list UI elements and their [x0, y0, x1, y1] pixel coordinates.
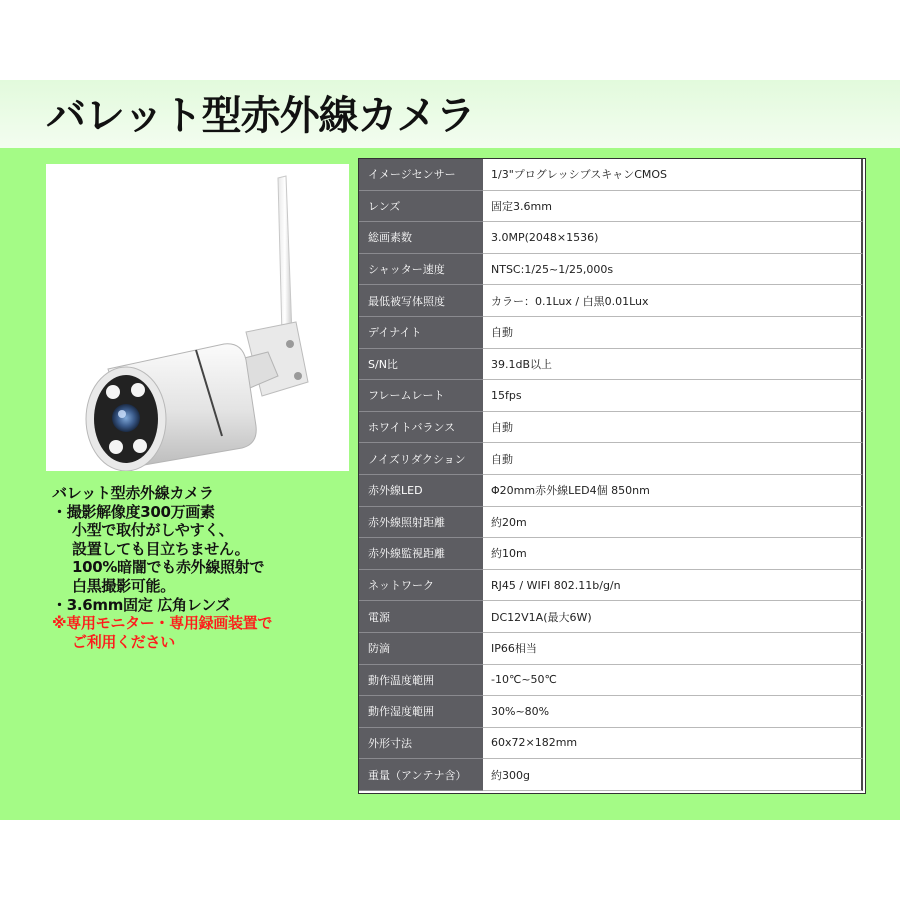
warning-text: ご利用ください — [72, 632, 175, 651]
spec-label: シャッター速度 — [359, 254, 483, 286]
spec-value: 固定3.6mm — [483, 191, 863, 223]
spec-label: 防滴 — [359, 633, 483, 665]
spec-value: 30%~80% — [483, 696, 863, 728]
product-photo — [46, 164, 349, 471]
spec-label: 赤外線照射距離 — [359, 507, 483, 539]
spec-row — [359, 507, 865, 539]
spec-row — [359, 412, 865, 444]
spec-value: DC12V1A(最大6W) — [483, 601, 863, 633]
spec-row — [359, 191, 865, 223]
spec-row — [359, 443, 865, 475]
spec-row — [359, 665, 865, 697]
spec-row — [359, 475, 865, 507]
spec-value: 自動 — [483, 412, 863, 444]
description-line: ・3.6mm固定 広角レンズ — [52, 595, 231, 614]
spec-value: 約10m — [483, 538, 863, 570]
spec-value: NTSC:1/25~1/25,000s — [483, 254, 863, 286]
spec-label: イメージセンサー — [359, 159, 483, 191]
warning-text: ※専用モニター・専用録画装置で — [52, 614, 273, 633]
spec-label: 動作温度範囲 — [359, 665, 483, 697]
spec-value: 39.1dB以上 — [483, 349, 863, 381]
spec-row — [359, 254, 865, 286]
spec-value: Φ20mm赤外線LED4個 850nm — [483, 475, 863, 507]
spec-label: 総画素数 — [359, 222, 483, 254]
spec-row — [359, 601, 865, 633]
description-heading: バレット型赤外線カメラ — [52, 484, 214, 502]
spec-label: レンズ — [359, 191, 483, 223]
spec-row — [359, 633, 865, 665]
spec-value: -10℃~50℃ — [483, 665, 863, 697]
spec-value: IP66相当 — [483, 633, 863, 665]
spec-row — [359, 349, 865, 381]
spec-row — [359, 696, 865, 728]
description-line: 小型で取付がしやすく、 — [72, 521, 234, 540]
spec-value: 60x72×182mm — [483, 728, 863, 760]
spec-label: S/N比 — [359, 349, 483, 381]
spec-value: 15fps — [483, 380, 863, 412]
spec-row — [359, 159, 865, 191]
spec-row — [359, 538, 865, 570]
spec-label: 重量（アンテナ含） — [359, 759, 483, 791]
spec-label: 動作湿度範囲 — [359, 696, 483, 728]
spec-label: 赤外線LED — [359, 475, 483, 507]
spec-value: カラー：0.1Lux / 白黒0.01Lux — [483, 285, 863, 317]
spec-value: 自動 — [483, 443, 863, 475]
description-line: 白黒撮影可能。 — [72, 576, 175, 595]
spec-label: フレームレート — [359, 380, 483, 412]
spec-label: 外形寸法 — [359, 728, 483, 760]
spec-row — [359, 728, 865, 760]
description-line: 設置しても目立ちません。 — [72, 539, 250, 558]
spec-value: 3.0MP(2048×1536) — [483, 222, 863, 254]
spec-label: ホワイトバランス — [359, 412, 483, 444]
spec-value: 約300g — [483, 759, 863, 791]
spec-list — [359, 159, 865, 791]
spec-row — [359, 285, 865, 317]
spec-row — [359, 317, 865, 349]
page-title: バレット型赤外線カメラ — [46, 93, 475, 139]
spec-label: 赤外線監視距離 — [359, 538, 483, 570]
spec-row — [359, 759, 865, 791]
camera-icon — [46, 164, 349, 471]
spec-table — [358, 158, 866, 794]
spec-row — [359, 570, 865, 602]
spec-row — [359, 380, 865, 412]
product-description — [52, 484, 352, 651]
description-line: 100%暗闇でも赤外線照射で — [72, 558, 265, 577]
spec-value: 約20m — [483, 507, 863, 539]
spec-row — [359, 222, 865, 254]
spec-label: デイナイト — [359, 317, 483, 349]
description-line: ・撮影解像度300万画素 — [52, 502, 215, 521]
spec-label: 電源 — [359, 601, 483, 633]
spec-label: 最低被写体照度 — [359, 285, 483, 317]
spec-value: 1/3"プログレッシブスキャンCMOS — [483, 159, 863, 191]
spec-value: RJ45 / WIFI 802.11b/g/n — [483, 570, 863, 602]
spec-label: ノイズリダクション — [359, 443, 483, 475]
spec-value: 自動 — [483, 317, 863, 349]
spec-label: ネットワーク — [359, 570, 483, 602]
